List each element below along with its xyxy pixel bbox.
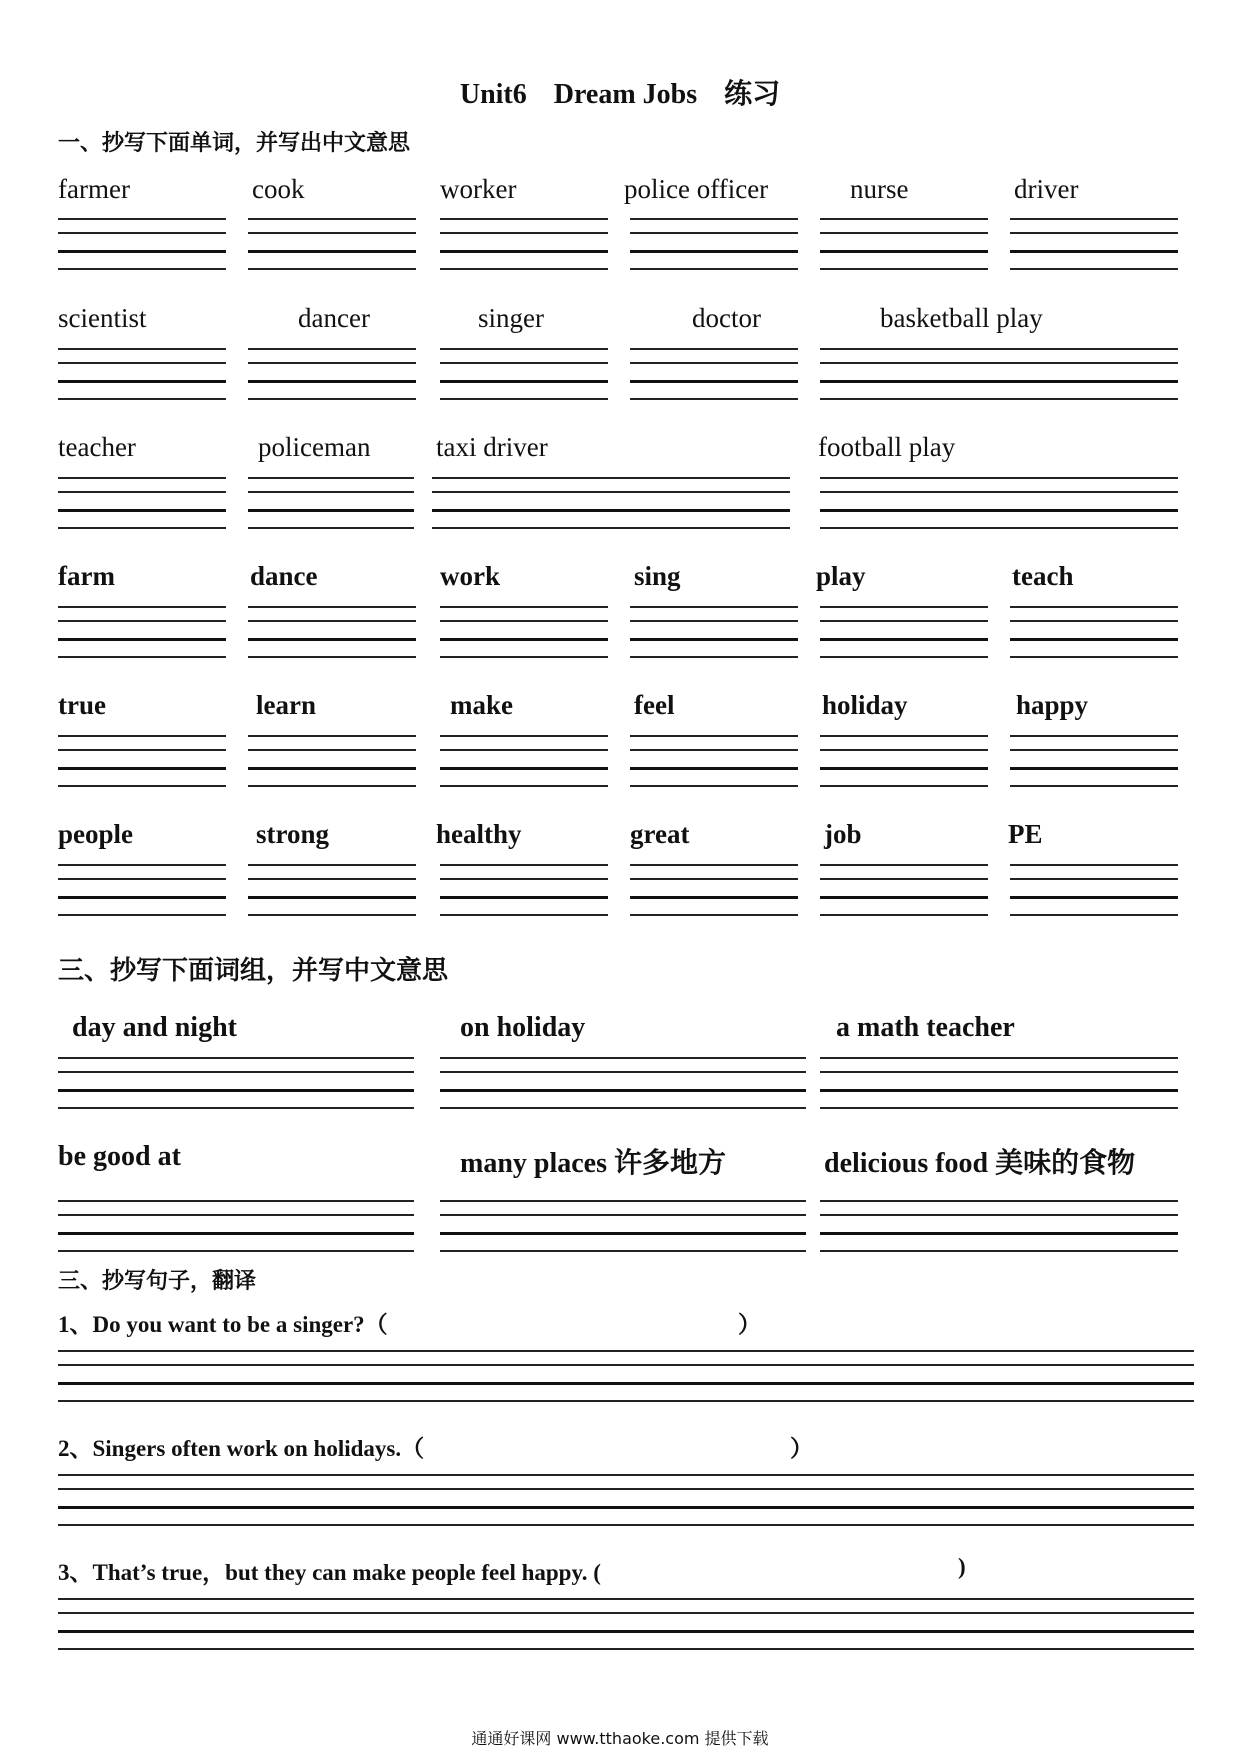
word-label: driver bbox=[1014, 174, 1079, 204]
writing-lines[interactable] bbox=[630, 218, 798, 270]
word-label: nurse bbox=[850, 174, 909, 204]
writing-lines[interactable] bbox=[248, 735, 416, 787]
writing-lines[interactable] bbox=[248, 348, 416, 400]
writing-lines[interactable] bbox=[630, 348, 798, 400]
sentence-close-bracket: ) bbox=[958, 1554, 966, 1579]
word-label: make bbox=[450, 690, 513, 720]
word-label: taxi driver bbox=[436, 432, 548, 462]
word-label: policeman bbox=[258, 432, 371, 462]
phrase-label: delicious food 美味的食物 bbox=[824, 1148, 1136, 1179]
writing-lines[interactable] bbox=[440, 348, 608, 400]
word-label: strong bbox=[256, 819, 330, 849]
word-label: true bbox=[58, 690, 106, 720]
writing-lines[interactable] bbox=[440, 864, 608, 916]
writing-lines[interactable] bbox=[820, 218, 988, 270]
word-label: work bbox=[440, 561, 500, 591]
writing-lines[interactable] bbox=[630, 606, 798, 658]
word-label: people bbox=[58, 819, 134, 849]
writing-lines[interactable] bbox=[58, 1474, 1194, 1526]
writing-lines[interactable] bbox=[630, 735, 798, 787]
word-label: healthy bbox=[436, 819, 522, 849]
writing-lines[interactable] bbox=[248, 864, 416, 916]
writing-lines[interactable] bbox=[820, 477, 1178, 529]
phrase-label: a math teacher bbox=[836, 1012, 1015, 1043]
writing-lines[interactable] bbox=[58, 1057, 414, 1109]
writing-lines[interactable] bbox=[820, 864, 988, 916]
writing-lines[interactable] bbox=[1010, 606, 1178, 658]
writing-lines[interactable] bbox=[58, 348, 226, 400]
writing-lines[interactable] bbox=[58, 606, 226, 658]
word-label: dance bbox=[250, 561, 318, 591]
word-label: teach bbox=[1012, 561, 1074, 591]
writing-lines[interactable] bbox=[440, 1057, 806, 1109]
word-label: play bbox=[816, 561, 866, 591]
title-unit: Unit6 bbox=[459, 79, 527, 110]
phrase-label: on holiday bbox=[460, 1012, 586, 1043]
writing-lines[interactable] bbox=[58, 1350, 1194, 1402]
word-label: sing bbox=[634, 561, 681, 591]
writing-lines[interactable] bbox=[630, 864, 798, 916]
writing-lines[interactable] bbox=[432, 477, 790, 529]
writing-lines[interactable] bbox=[1010, 735, 1178, 787]
sentence-close-bracket: ） bbox=[738, 1312, 761, 1337]
writing-lines[interactable] bbox=[820, 1200, 1178, 1252]
sentence-prompt: 2、Singers often work on holidays.（ bbox=[58, 1436, 425, 1461]
writing-lines[interactable] bbox=[820, 1057, 1178, 1109]
word-label: dancer bbox=[298, 303, 370, 333]
writing-lines[interactable] bbox=[248, 606, 416, 658]
word-label: PE bbox=[1008, 819, 1043, 849]
word-label: learn bbox=[256, 690, 316, 720]
writing-lines[interactable] bbox=[58, 1598, 1194, 1650]
word-label: basketball play bbox=[880, 303, 1043, 333]
writing-lines[interactable] bbox=[440, 218, 608, 270]
writing-lines[interactable] bbox=[58, 218, 226, 270]
word-label: police officer bbox=[624, 174, 769, 204]
writing-lines[interactable] bbox=[1010, 864, 1178, 916]
word-label: cook bbox=[252, 174, 305, 204]
writing-lines[interactable] bbox=[58, 735, 226, 787]
word-label: job bbox=[824, 819, 862, 849]
word-label: football play bbox=[818, 432, 956, 462]
word-label: farmer bbox=[58, 174, 130, 204]
word-label: great bbox=[630, 819, 690, 849]
writing-lines[interactable] bbox=[440, 1200, 806, 1252]
word-label: happy bbox=[1016, 690, 1089, 720]
sentence-prompt: 1、Do you want to be a singer?（ bbox=[58, 1312, 388, 1337]
title-suffix: 练习 bbox=[724, 77, 781, 110]
title-topic: Dream Jobs bbox=[553, 79, 698, 110]
writing-lines[interactable] bbox=[58, 1200, 414, 1252]
word-label: farm bbox=[58, 561, 115, 591]
writing-lines[interactable] bbox=[820, 348, 1178, 400]
phrase-label: many places 许多地方 bbox=[460, 1148, 727, 1179]
sentence-close-bracket: ） bbox=[790, 1436, 813, 1461]
writing-lines[interactable] bbox=[440, 735, 608, 787]
section-heading-sentences: 三、抄写句子，翻译 bbox=[58, 1269, 257, 1294]
page-title bbox=[0, 72, 1240, 112]
word-label: doctor bbox=[692, 303, 761, 333]
word-label: teacher bbox=[58, 432, 136, 462]
writing-lines[interactable] bbox=[440, 606, 608, 658]
phrase-label: day and night bbox=[72, 1012, 237, 1043]
writing-lines[interactable] bbox=[820, 735, 988, 787]
word-label: singer bbox=[478, 303, 544, 333]
writing-lines[interactable] bbox=[248, 477, 414, 529]
word-label: scientist bbox=[58, 303, 147, 333]
writing-lines[interactable] bbox=[58, 477, 226, 529]
word-label: holiday bbox=[822, 690, 908, 720]
footer-credit: 通通好课网 www.tthaoke.com 提供下载 bbox=[471, 1729, 769, 1748]
writing-lines[interactable] bbox=[820, 606, 988, 658]
writing-lines[interactable] bbox=[58, 864, 226, 916]
writing-lines[interactable] bbox=[248, 218, 416, 270]
section-heading-phrases: 三、抄写下面词组，并写中文意思 bbox=[58, 956, 449, 986]
writing-lines[interactable] bbox=[1010, 218, 1178, 270]
section-heading-words: 一、抄写下面单词，并写出中文意思 bbox=[58, 131, 411, 156]
phrase-label: be good at bbox=[58, 1141, 181, 1172]
word-label: feel bbox=[634, 690, 675, 720]
word-label: worker bbox=[440, 174, 517, 204]
sentence-prompt: 3、That’s true，but they can make people feel happy. ( bbox=[58, 1560, 601, 1585]
